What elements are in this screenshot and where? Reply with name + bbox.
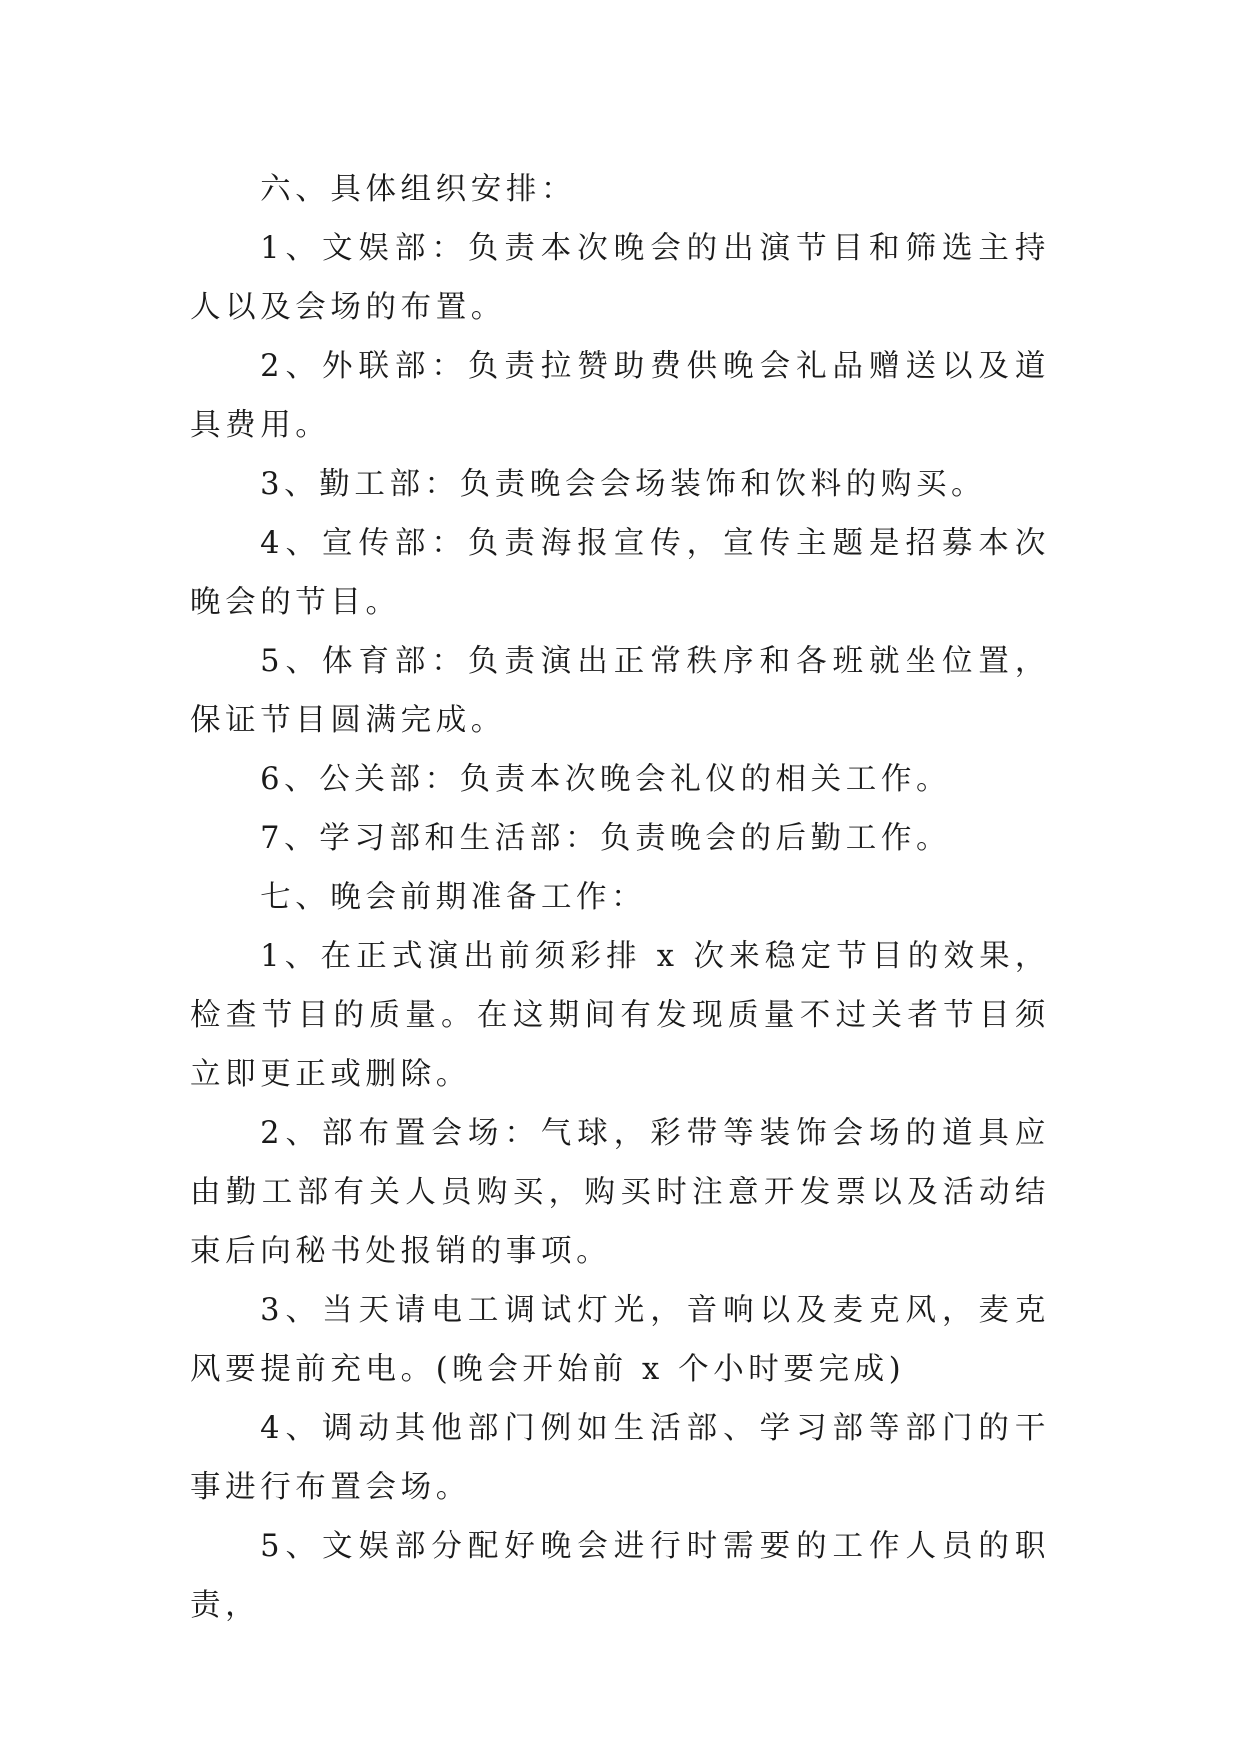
paragraph-publicity-dept: 4、宣传部：负责海报宣传，宣传主题是招募本次晚会的节目。 (190, 526, 1050, 620)
paragraph-lighting-sound: 3、当天请电工调试灯光，音响以及麦克风，麦克风要提前充电。(晚会开始前 x 个小时要完成) (190, 1293, 1050, 1387)
paragraph-rehearsal: 1、在正式演出前须彩排 x 次来稳定节目的效果，检查节目的质量。在这期间有发现质量不过关者节目须立即更正或删除。 (190, 939, 1050, 1092)
paragraph-work-study-dept: 3、勤工部：负责晚会会场装饰和饮料的购买。 (260, 467, 987, 502)
paragraph-sports-dept: 5、体育部：负责演出正常秩序和各班就坐位置，保证节目圆满完成。 (190, 644, 1050, 738)
document-body (190, 160, 1050, 1635)
paragraph-public-relations-dept: 6、公关部：负责本次晚会礼仪的相关工作。 (260, 762, 952, 797)
section-heading-organization: 六、具体组织安排： (260, 172, 577, 207)
section-heading-preparation: 七、晚会前期准备工作： (260, 880, 647, 915)
paragraph-venue-decoration: 2、部布置会场：气球，彩带等装饰会场的道具应由勤工部有关人员购买，购买时注意开发票以及活动结束后向秘书处报销的事项。 (190, 1116, 1050, 1269)
paragraph-study-life-dept: 7、学习部和生活部：负责晚会的后勤工作。 (260, 821, 952, 856)
paragraph-staff-mobilization: 4、调动其他部门例如生活部、学习部等部门的干事进行布置会场。 (190, 1411, 1050, 1505)
paragraph-external-relations-dept: 2、外联部：负责拉赞助费供晚会礼品赠送以及道具费用。 (190, 349, 1050, 443)
paragraph-duty-assignment: 5、文娱部分配好晚会进行时需要的工作人员的职责， (190, 1529, 1050, 1623)
paragraph-entertainment-dept: 1、文娱部：负责本次晚会的出演节目和筛选主持人以及会场的布置。 (190, 231, 1050, 325)
